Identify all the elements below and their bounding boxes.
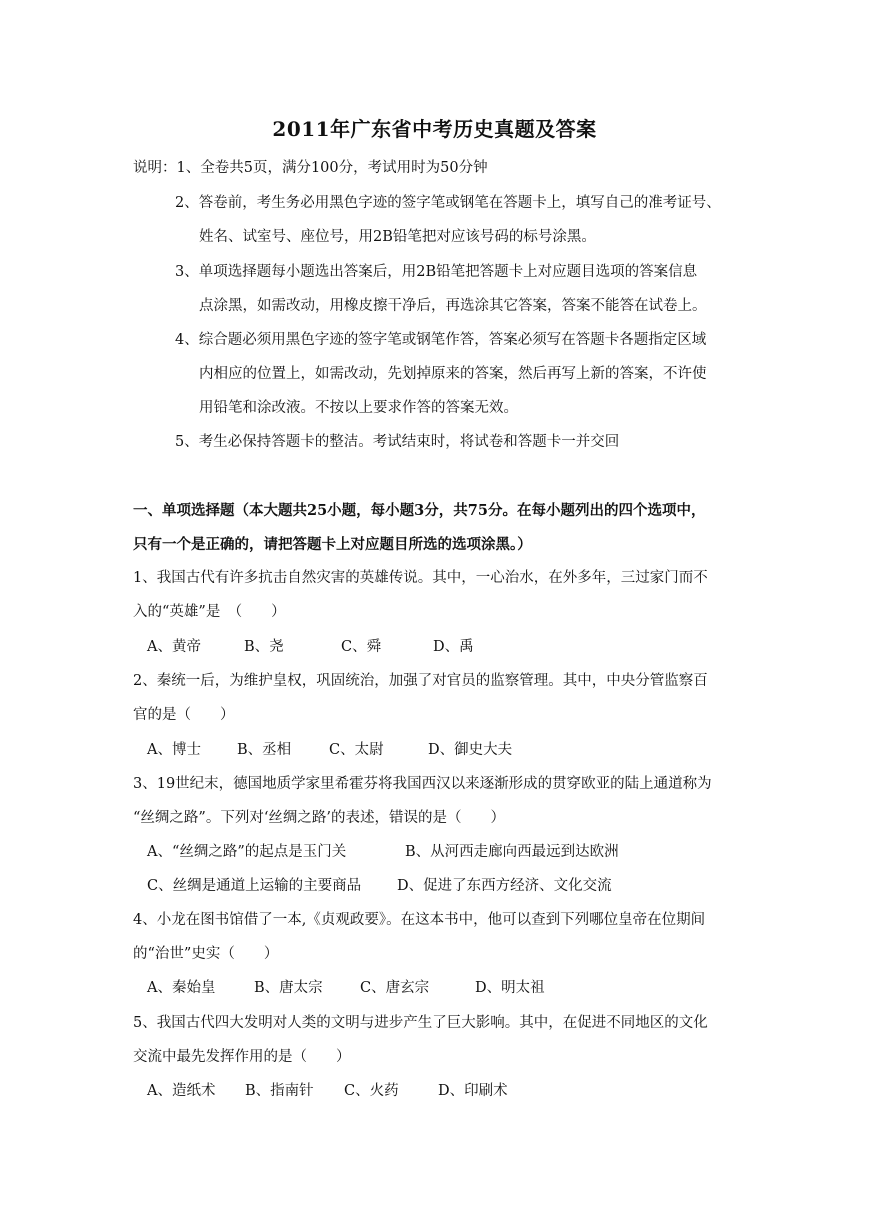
question-3-option-a: A、“丝绸之路”的起点是玉门关: [147, 844, 347, 860]
question-1-option-c: C、舜: [341, 639, 382, 655]
instructions-item-3-line-2: 点涂黑，如需改动，用橡皮擦干净后，再选涂其它答案，答案不能答在试卷上。: [199, 298, 707, 314]
question-5-option-a: A、造纸术: [147, 1083, 216, 1099]
question-3-line-2: “丝绸之路”。下列对‘丝绸之路’的表述，错误的是（ ）: [133, 810, 506, 826]
instructions-item-2-line-1: 2、答卷前，考生务必用黑色字迹的签字笔或钢笔在答题卡上，填写自己的准考证号、: [175, 195, 721, 211]
instructions-item-4-line-1: 4、综合题必须用黑色字迹的签字笔或钢笔作答，答案必须写在答题卡各题指定区域: [175, 332, 707, 348]
question-1-line-2: 入的“英雄”是 （ ）: [133, 604, 286, 620]
question-2-line-2: 官的是（ ）: [133, 707, 235, 723]
question-1-line-1: 1、我国古代有许多抗击自然灾害的英雄传说。其中，一心治水，在外多年，三过家门而不: [133, 570, 708, 586]
question-1-options: [147, 637, 474, 657]
question-5-line-1: 5、我国古代四大发明对人类的文明与进步产生了巨大影响。其中，在促进不同地区的文化: [133, 1015, 708, 1031]
question-5-options: [147, 1081, 508, 1101]
question-3-options-row-1: [147, 842, 619, 862]
question-2-option-b: B、丞相: [237, 742, 292, 758]
question-4-line-2: 的“治世”史实（ ）: [133, 946, 279, 962]
instructions-label: 说明：: [133, 160, 177, 176]
instructions-item-1-text: 1、全卷共5页，满分100分，考试用时为50分钟: [176, 160, 488, 176]
question-3-options-row-2: [147, 876, 612, 896]
question-4-options: [147, 978, 545, 998]
question-4-option-d: D、明太祖: [475, 980, 545, 996]
instructions-item-4-line-3: 用铅笔和涂改液。不按以上要求作答的答案无效。: [199, 400, 518, 416]
instructions-item-3-line-1: 3、单项选择题每小题选出答案后，用2B铅笔把答题卡上对应题目选项的答案信息: [175, 264, 698, 280]
question-1-option-a: A、黄帝: [147, 639, 201, 655]
question-5-line-2: 交流中最先发挥作用的是（ ）: [133, 1049, 351, 1065]
question-4-option-a: A、秦始皇: [147, 980, 216, 996]
question-3-line-1: 3、19世纪末，德国地质学家里希霍芬将我国西汉以来逐渐形成的贯穿欧亚的陆上通道称为: [133, 776, 712, 792]
question-5-option-d: D、印刷术: [438, 1083, 508, 1099]
instructions-item-2-line-2: 姓名、试室号、座位号，用2B铅笔把对应该号码的标号涂黑。: [199, 229, 596, 245]
question-3-option-c: C、丝绸是通道上运输的主要商品: [147, 878, 362, 894]
instructions-item-1: [133, 158, 488, 178]
instructions-item-5: 5、考生必保持答题卡的整洁。考试结束时，将试卷和答题卡一并交回: [175, 434, 620, 450]
question-3-option-d: D、促进了东西方经济、文化交流: [397, 878, 612, 894]
section-heading-line-2: 只有一个是正确的，请把答题卡上对应题目所选的选项涂黑。）: [133, 536, 532, 553]
question-4-option-b: B、唐太宗: [254, 980, 323, 996]
question-5-option-b: B、指南针: [245, 1083, 314, 1099]
question-5-option-c: C、火药: [344, 1083, 399, 1099]
question-1-option-d: D、禹: [433, 639, 474, 655]
question-1-option-b: B、尧: [244, 639, 284, 655]
question-2-option-c: C、太尉: [329, 742, 384, 758]
question-4-line-1: 4、小龙在图书馆借了一本,《贞观政要》。在这本书中，他可以查到下列哪位皇帝在位期间: [133, 912, 706, 928]
question-4-option-c: C、唐玄宗: [360, 980, 430, 996]
question-2-line-1: 2、秦统一后，为维护皇权，巩固统治，加强了对官员的监察管理。其中，中央分管监察百: [133, 673, 708, 689]
question-2-options: [147, 740, 512, 760]
section-heading-line-1: 一、单项选择题（本大题共25小题，每小题3分，共75分。在每小题列出的四个选项中，: [133, 502, 706, 519]
page-title: 2011年广东省中考历史真题及答案: [272, 117, 597, 141]
instructions-item-4-line-2: 内相应的位置上，如需改动，先划掉原来的答案，然后再写上新的答案，不许使: [199, 366, 707, 382]
question-2-option-a: A、博士: [147, 742, 201, 758]
question-3-option-b: B、从河西走廊向西最远到达欧洲: [405, 844, 619, 860]
question-2-option-d: D、御史大夫: [428, 742, 513, 758]
